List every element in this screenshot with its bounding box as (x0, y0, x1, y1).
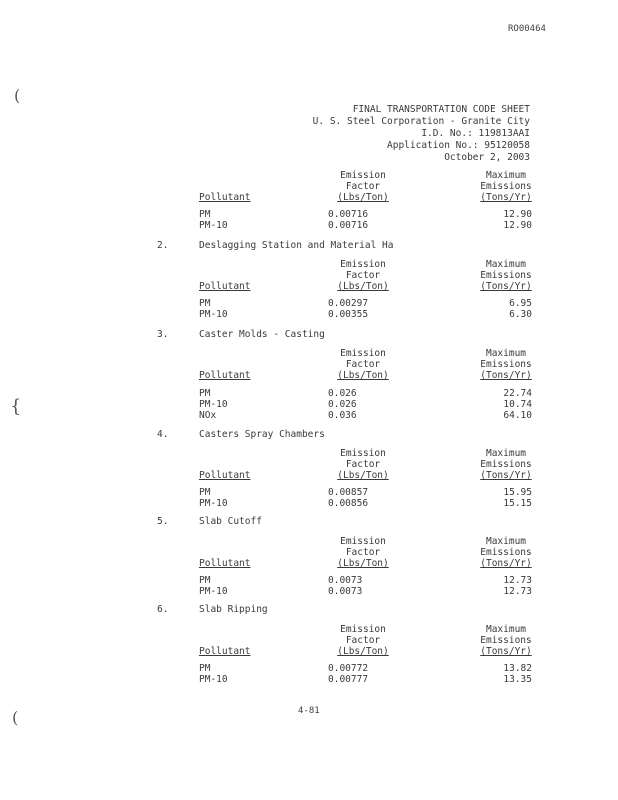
me-heading-line2: Emissions (480, 547, 532, 558)
emission-factor-cell: 0.00857 (328, 487, 369, 498)
me-heading-line1: Maximum (485, 536, 527, 547)
me-heading-line2: Emissions (480, 181, 532, 192)
ef-heading-line3: (Lbs/Ton) (337, 558, 389, 569)
me-heading-line1: Maximum (485, 170, 527, 181)
ef-heading-line1: Emission (340, 536, 386, 547)
margin-mark: ( (14, 86, 21, 105)
document-header (313, 104, 530, 164)
ef-heading-line1: Emission (340, 170, 386, 181)
ef-heading-line1: Emission (340, 448, 386, 459)
max-emissions-cell: 13.82 (503, 663, 532, 674)
pollutant-cell: PM (199, 298, 211, 309)
emission-factor-heading (315, 259, 411, 292)
max-emissions-cell: 15.15 (503, 498, 532, 509)
header-line-date: October 2, 2003 (444, 152, 530, 163)
ef-heading-line3: (Lbs/Ton) (337, 470, 389, 481)
pollutant-cell: PM (199, 388, 211, 399)
me-heading-line1: Maximum (485, 624, 527, 635)
me-heading-line3: (Tons/Yr) (480, 192, 532, 203)
max-emissions-heading (458, 170, 554, 203)
emission-factor-heading (315, 448, 411, 481)
emission-factor-cell: 0.0073 (328, 575, 363, 586)
ef-heading-line3: (Lbs/Ton) (337, 646, 389, 657)
pollutant-cell: PM-10 (199, 309, 228, 320)
pollutant-cell: PM (199, 663, 211, 674)
pollutant-heading: Pollutant (199, 646, 251, 657)
me-heading-line3: (Tons/Yr) (480, 470, 532, 481)
margin-mark: ( (12, 708, 19, 727)
emission-factor-cell: 0.00355 (328, 309, 369, 320)
max-emissions-cell: 12.73 (503, 586, 532, 597)
emission-factor-cell: 0.00297 (328, 298, 369, 309)
header-line-id: I.D. No.: 119813AAI (421, 128, 530, 139)
section-number: 5. (157, 516, 169, 527)
section-number: 3. (157, 329, 169, 340)
max-emissions-cell: 12.90 (503, 209, 532, 220)
max-emissions-cell: 22.74 (503, 388, 532, 399)
emission-factor-heading (315, 536, 411, 569)
pollutant-cell: PM-10 (199, 399, 228, 410)
emission-factor-heading (315, 348, 411, 381)
pollutant-cell: PM (199, 209, 211, 220)
section-number: 4. (157, 429, 169, 440)
emission-factor-cell: 0.00716 (328, 209, 369, 220)
emission-factor-cell: 0.00777 (328, 674, 369, 685)
emission-factor-cell: 0.00772 (328, 663, 369, 674)
page-number: 4-81 (298, 706, 320, 716)
max-emissions-heading (458, 448, 554, 481)
emission-factor-cell: 0.026 (328, 388, 357, 399)
me-heading-line2: Emissions (480, 270, 532, 281)
pollutant-heading: Pollutant (199, 558, 251, 569)
pollutant-cell: PM-10 (199, 498, 228, 509)
pollutant-cell: PM-10 (199, 586, 228, 597)
max-emissions-heading (458, 536, 554, 569)
me-heading-line3: (Tons/Yr) (480, 558, 532, 569)
me-heading-line2: Emissions (480, 459, 532, 470)
pollutant-heading: Pollutant (199, 370, 251, 381)
ef-heading-line2: Factor (345, 547, 381, 558)
emission-factor-heading (315, 170, 411, 203)
section-title: Casters Spray Chambers (199, 429, 325, 440)
max-emissions-cell: 12.73 (503, 575, 532, 586)
pollutant-cell: PM (199, 487, 211, 498)
me-heading-line3: (Tons/Yr) (480, 646, 532, 657)
ef-heading-line2: Factor (345, 635, 381, 646)
max-emissions-cell: 12.90 (503, 220, 532, 231)
emission-factor-cell: 0.036 (328, 410, 357, 421)
header-line-company: U. S. Steel Corporation - Granite City (312, 116, 530, 127)
pollutant-cell: PM-10 (199, 220, 228, 231)
me-heading-line3: (Tons/Yr) (480, 370, 532, 381)
ef-heading-line2: Factor (345, 459, 381, 470)
pollutant-heading: Pollutant (199, 470, 251, 481)
max-emissions-cell: 10.74 (503, 399, 532, 410)
me-heading-line2: Emissions (480, 359, 532, 370)
pollutant-cell: PM-10 (199, 674, 228, 685)
ef-heading-line1: Emission (340, 624, 386, 635)
emission-factor-cell: 0.00716 (328, 220, 369, 231)
section-number: 6. (157, 604, 169, 615)
pollutant-heading: Pollutant (199, 281, 251, 292)
section-title: Deslagging Station and Material Ha (199, 240, 394, 251)
emission-factor-cell: 0.0073 (328, 586, 363, 597)
max-emissions-heading (458, 348, 554, 381)
header-line-title: FINAL TRANSPORTATION CODE SHEET (352, 104, 530, 115)
max-emissions-heading (458, 259, 554, 292)
ef-heading-line3: (Lbs/Ton) (337, 370, 389, 381)
emission-factor-cell: 0.00856 (328, 498, 369, 509)
ef-heading-line1: Emission (340, 259, 386, 270)
max-emissions-cell: 6.95 (509, 298, 532, 309)
pollutant-heading: Pollutant (199, 192, 251, 203)
emission-factor-heading (315, 624, 411, 657)
document-id: RO00464 (508, 24, 546, 34)
header-line-application: Application No.: 95120058 (387, 140, 530, 151)
me-heading-line1: Maximum (485, 448, 527, 459)
ef-heading-line3: (Lbs/Ton) (337, 281, 389, 292)
ef-heading-line2: Factor (345, 270, 381, 281)
pollutant-cell: NOx (199, 410, 217, 421)
ef-heading-line2: Factor (345, 181, 381, 192)
max-emissions-heading (458, 624, 554, 657)
ef-heading-line2: Factor (345, 359, 381, 370)
margin-mark: { (10, 396, 22, 417)
section-title: Slab Cutoff (199, 516, 262, 527)
section-title: Slab Ripping (199, 604, 268, 615)
max-emissions-cell: 15.95 (503, 487, 532, 498)
me-heading-line2: Emissions (480, 635, 532, 646)
max-emissions-cell: 13.35 (503, 674, 532, 685)
pollutant-cell: PM (199, 575, 211, 586)
ef-heading-line1: Emission (340, 348, 386, 359)
section-number: 2. (157, 240, 169, 251)
section-title: Caster Molds - Casting (199, 329, 325, 340)
me-heading-line3: (Tons/Yr) (480, 281, 532, 292)
me-heading-line1: Maximum (485, 259, 527, 270)
emission-factor-cell: 0.026 (328, 399, 357, 410)
ef-heading-line3: (Lbs/Ton) (337, 192, 389, 203)
me-heading-line1: Maximum (485, 348, 527, 359)
max-emissions-cell: 64.10 (503, 410, 532, 421)
max-emissions-cell: 6.30 (509, 309, 532, 320)
